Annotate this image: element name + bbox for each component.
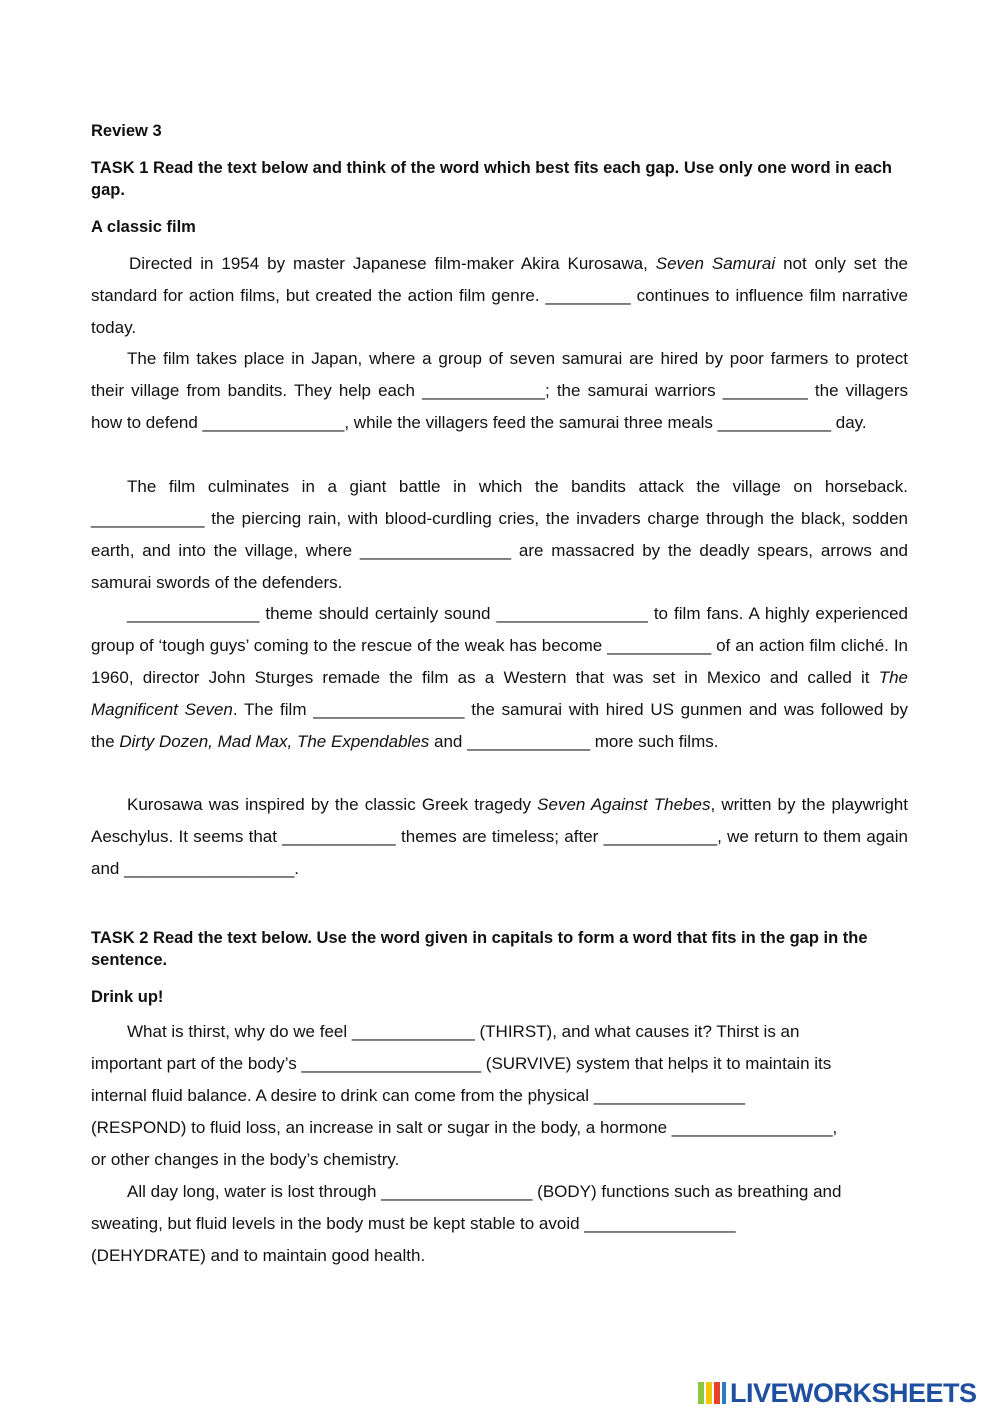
task2-instruction: TASK 2 Read the text below. Use the word given in capitals to form a word that fits in the gap in the sentence. bbox=[91, 929, 868, 969]
task1-paragraph-3: The film culminates in a giant battle in which the bandits attack the village on horseback. ____________ the piercing rain, with blood-curdling cries, the invaders charge through the black, sodden earth, and into the village, where ________________ are massacred by the deadly spears, arrows and samurai swords of the defenders. bbox=[91, 477, 908, 592]
liveworksheets-logo bbox=[697, 1378, 977, 1408]
task1-instruction: TASK 1 Read the text below and think of the word which best fits each gap. Use only one word in each gap. bbox=[91, 159, 892, 199]
film-titles: Dirty Dozen, Mad Max, The Expendables bbox=[119, 732, 430, 751]
text-line: What is thirst, why do we feel _____________ (THIRST), and what causes it? Thirst is an bbox=[127, 1022, 800, 1041]
liveworksheets-logo-icon bbox=[697, 1380, 727, 1406]
task2-paragraph-1 bbox=[91, 1016, 911, 1176]
review-title: Review 3 bbox=[91, 122, 162, 140]
task1-subtitle: A classic film bbox=[91, 218, 196, 236]
task1-paragraph-5 bbox=[91, 789, 908, 885]
text-line: important part of the body’s ___________________ (SURVIVE) system that helps it to maintain its bbox=[91, 1054, 832, 1073]
task1-paragraph-2: The film takes place in Japan, where a group of seven samurai are hired by poor farmers to protect their village from bandits. They help each _____________; the samurai warriors _________ the villagers how to defend _______________, while the villagers feed the samurai three meals ____________ day. bbox=[91, 349, 908, 432]
text-line: (RESPOND) to fluid loss, an increase in salt or sugar in the body, a hormone _________________, bbox=[91, 1118, 838, 1137]
task1-paragraph-4 bbox=[91, 598, 908, 758]
text-run: and _____________ more such films. bbox=[429, 732, 719, 751]
play-title: Seven Against Thebes bbox=[537, 795, 711, 814]
text-line: sweating, but fluid levels in the body must be kept stable to avoid ________________ bbox=[91, 1214, 736, 1233]
film-title: Seven Samurai bbox=[655, 254, 776, 273]
text-line: (DEHYDRATE) and to maintain good health. bbox=[91, 1246, 426, 1265]
task2-subtitle: Drink up! bbox=[91, 988, 164, 1006]
text-line: All day long, water is lost through ________________ (BODY) functions such as breathing and bbox=[127, 1182, 842, 1201]
film-title: The Magnificent Seven bbox=[91, 668, 908, 719]
text-line: or other changes in the body’s chemistry. bbox=[91, 1150, 400, 1169]
text-line: internal fluid balance. A desire to drink can come from the physical ________________ bbox=[91, 1086, 745, 1105]
task1-paragraph-1 bbox=[91, 248, 908, 344]
text-run: Directed in 1954 by master Japanese film-maker Akira Kurosawa, bbox=[129, 254, 656, 273]
logo-text: LIVEWORKSHEETS bbox=[730, 1378, 977, 1408]
text-run: ______________ theme should certainly sound ________________ to film fans. A highly experienced group of ‘tough guys’ coming to the rescue of the weak has become ___________ of an action film cliché. In 1960, director John Sturges remade the film as a Western that was set in Mexico and called it bbox=[91, 604, 908, 687]
text-run: not only set the standard for action films, but created the action film genre. _________ continues to influence film narrative today. bbox=[91, 254, 908, 337]
text-run: Kurosawa was inspired by the classic Greek tragedy bbox=[127, 795, 538, 814]
text-run: , written by the playwright Aeschylus. It seems that ____________ themes are timeless; after ____________, we return to them again and __________________. bbox=[91, 795, 908, 878]
text-run: . The film ________________ the samurai with hired US gunmen and was followed by the bbox=[91, 700, 908, 751]
task2-paragraph-2 bbox=[91, 1176, 911, 1272]
